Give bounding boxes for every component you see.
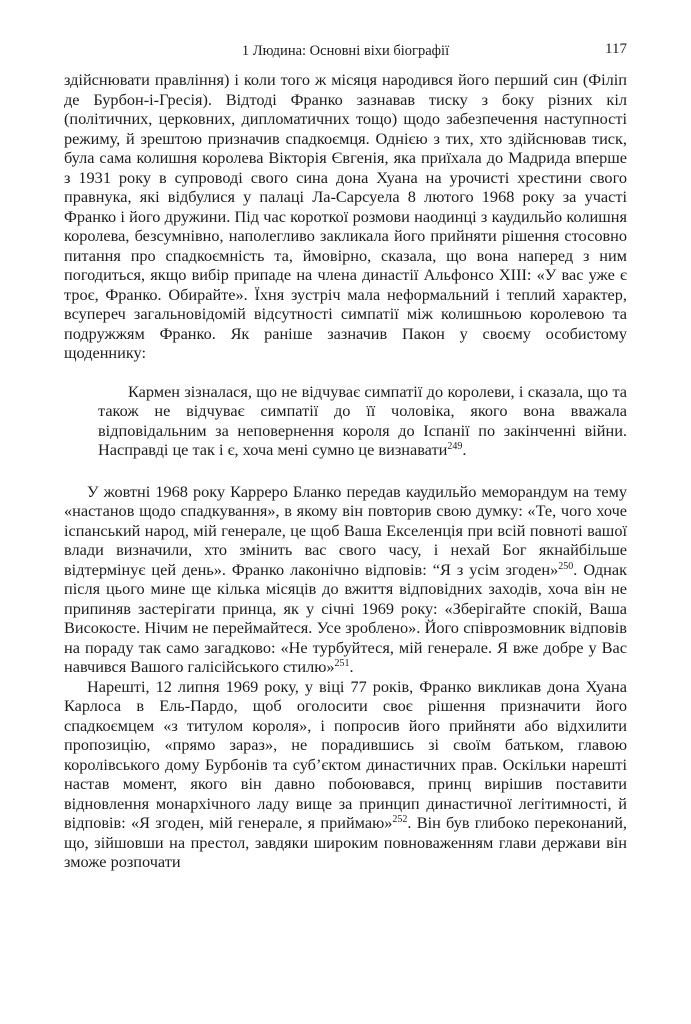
paragraph-1: здійснювати правління) і коли того ж місяця народився його перший син (Філіп де Бурбон-і-Гресія). Відтоді Франко зазнавав тиску з боку різних кіл (політичних, церковних, дипломатичних тощо) щодо забезпечення наступності режиму, й зрештою призначив спадкоємця. Однією з тих, хто здійснював тиск, була сама колишня королева Вікторія Євгенія, яка приїхала до Мадрида вперше з 1931 року в супроводі свого сина дона Хуана на урочисті хрестини свого правнука, які відбулися у палаці Ла-Сарсуела 8 лютого 1968 року за участі Франко і його дружини. Під час короткої розмови наодинці з каудильйо колишня королева, безсумнівно, наполегливо закликала його прийняти рішення стосовно питання про спадкоємність та, ймовірно, сказала, що вона наперед з ним погодиться, якщо вибір припаде на члена династії Альфонсо XIII: «У вас уже є троє, Франко. Обирайте». Їхня зустріч мала неформальний і теплий характер, всупереч загальновідомій відсутності симпатії між колишньою королевою та подружжям Франко. Як раніше зазначив Пакон у своєму особистому щоденнику: xyxy=(64,70,627,362)
book-page xyxy=(64,40,627,872)
block-quote xyxy=(98,382,627,460)
footnote-ref-252: 252 xyxy=(392,814,408,825)
paragraph-3 xyxy=(64,677,627,872)
page-header xyxy=(64,40,627,62)
footnote-ref-249: 249 xyxy=(447,441,463,452)
quote-paragraph xyxy=(98,382,627,460)
running-title: 1 Людина: Основні віхи біографії xyxy=(241,43,450,59)
paragraph-3-part-a: Нарешті, 12 липня 1969 року, у віці 77 років, Франко викликав дона Хуана Карлоса в Ель-Пардо, щоб оголосити своє рішення призначити його спадкоємцем «з титулом короля», і попросив його прийняти або відхилити пропозицію, «прямо зараз», не порадившись зі своїм батьком, главою королівського дому Бурбонів та суб’єктом династичних прав. Оскільки нарешті настав момент, якого він давно побоювався, принц вирішив поставити відновлення монархічного ладу вище за принцип династичної легітимності, й відповів: «Я згоден, мій генерале, я приймаю» xyxy=(64,676,627,832)
footnote-ref-250: 250 xyxy=(558,560,574,572)
paragraph-2-part-b: . Однак після цього мине ще кілька місяців до вжиття відповідних заходів, хоча він не припиняв застерігати принца, як у січні 1969 року: «Зберігайте спокій, Ваша Високосте. Нічим не переймайтеся. Усе зроблено». Його співрозмовник відповів на пораду так само загадково: «Не турбуйтеся, мій генерале. Я вже добре у Вас навчився Вашого галісійського стилю» xyxy=(64,559,627,676)
page-number: 117 xyxy=(605,41,627,57)
footnote-ref-251: 251 xyxy=(334,658,350,669)
quote-end: . xyxy=(462,440,467,459)
paragraph-2-part-a: У жовтні 1968 року Карреро Бланко передав каудильйо меморандум на тему «настанов щодо спадкування», в якому він повторив свою думку: «Те, чого хоче іспанський народ, мій генерале, це щоб Ваша Екселенція при всій повноті вашої влади визначили, хто змінить вас свого часу, і нехай Бог якнайбільше відтермінує цей день». Франко лаконічно відповів: “Я з усім згоден» xyxy=(64,481,627,579)
paragraph-2-part-c: . xyxy=(349,657,354,676)
paragraph-2 xyxy=(64,482,627,677)
quote-text: Кармен зізналася, що не відчуває симпатії до королеви, і сказала, що та також не відчуває симпатії до її чоловіка, якого вона вважала відповідальним за неповернення короля до Іспанії по закінченні війни. Насправді це так і є, хоча мені сумно це визнавати xyxy=(98,381,627,459)
paragraph-3-part-b: . Він був глибоко переконаний, що, зійшовши на престол, завдяки широким повноваженням глави держави він зможе розпочати xyxy=(64,813,627,871)
